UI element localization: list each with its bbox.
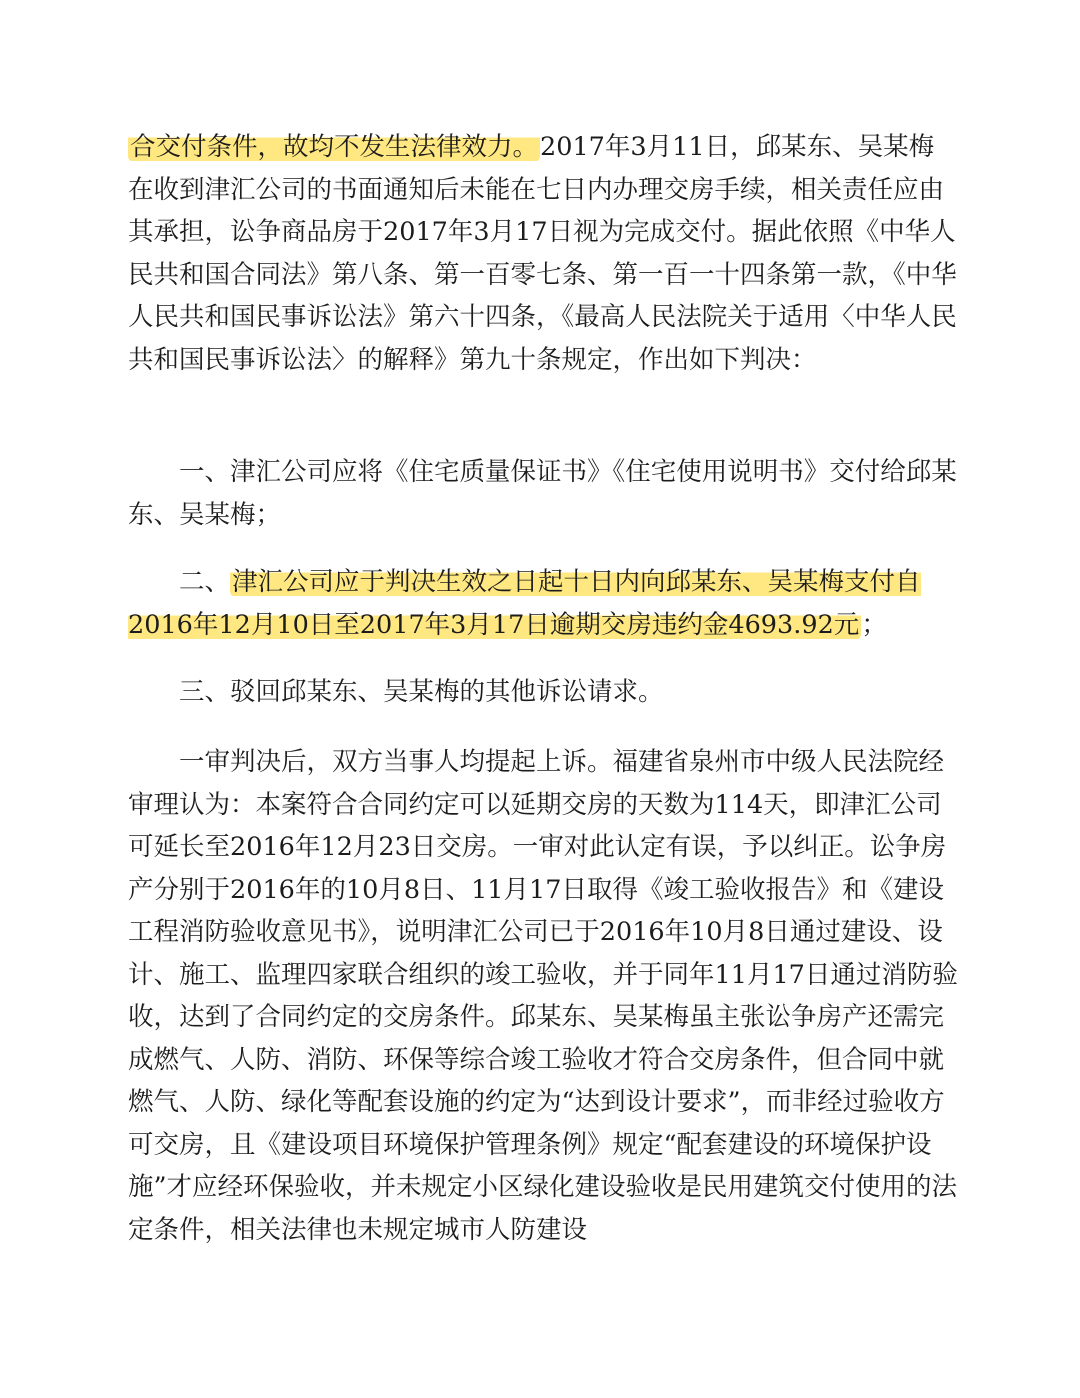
highlighted-text: 合交付条件，故均不发生法律效力。 (130, 132, 539, 162)
paragraph-reasoning-end (128, 126, 958, 381)
paragraph-judgment-item-2 (128, 561, 958, 646)
highlighted-text: 津汇公司应于判决生效之日起十日内向邱某东、吴某梅支付自2016年12月10日至2017年3月17日逾期交房违约金4693.92元 (128, 567, 921, 640)
item-number: 二、 (179, 567, 231, 597)
paragraph-judgment-item-3: 三、驳回邱某东、吴某梅的其他诉讼请求。 (179, 677, 664, 707)
paragraph-appeal: 一审判决后，双方当事人均提起上诉。福建省泉州市中级人民法院经审理认为：本案符合合同约定可以延期交房的天数为114天，即津汇公司可延长至2016年12月23日交房。一审对此认定有误，予以纠正。讼争房产分别于2016年的10月8日、11月17日取得《竣工验收报告》和《建设工程消防验收意见书》，说明津汇公司已于2016年10月8日通过建设、设计、施工、监理四家联合组织的竣工验收，并于同年11月17日通过消防验收，达到了合同约定的交房条件。邱某东、吴某梅虽主张讼争房产还需完成燃气、人防、消防、环保等综合竣工验收才符合交房条件，但合同中就燃气、人防、绿化等配套设施的约定为“达到设计要求”，而非经过验收方可交房，且《建设项目环境保护管理条例》规定“配套建设的环境保护设施”才应经环保验收，并未规定小区绿化建设验收是民用建筑交付使用的法定条件，相关法律也未规定城市人防建设 (128, 747, 958, 1245)
paragraph-text: 2017年3月11日，邱某东、吴某梅在收到津汇公司的书面通知后未能在七日内办理交房手续，相关责任应由其承担，讼争商品房于2017年3月17日视为完成交付。据此依照《中华人民共和国合同法》第八条、第一百零七条、第一百一十四条第一款，《中华人民共和国民事诉讼法》第六十四条，《最高人民法院关于适用〈中华人民共和国民事诉讼法〉的解释》第九十条规定，作出如下判决： (128, 132, 957, 375)
paragraph-punctuation: ； (861, 609, 887, 640)
paragraph-judgment-item-1: 一、津汇公司应将《住宅质量保证书》《住宅使用说明书》交付给邱某东、吴某梅； (128, 457, 957, 530)
